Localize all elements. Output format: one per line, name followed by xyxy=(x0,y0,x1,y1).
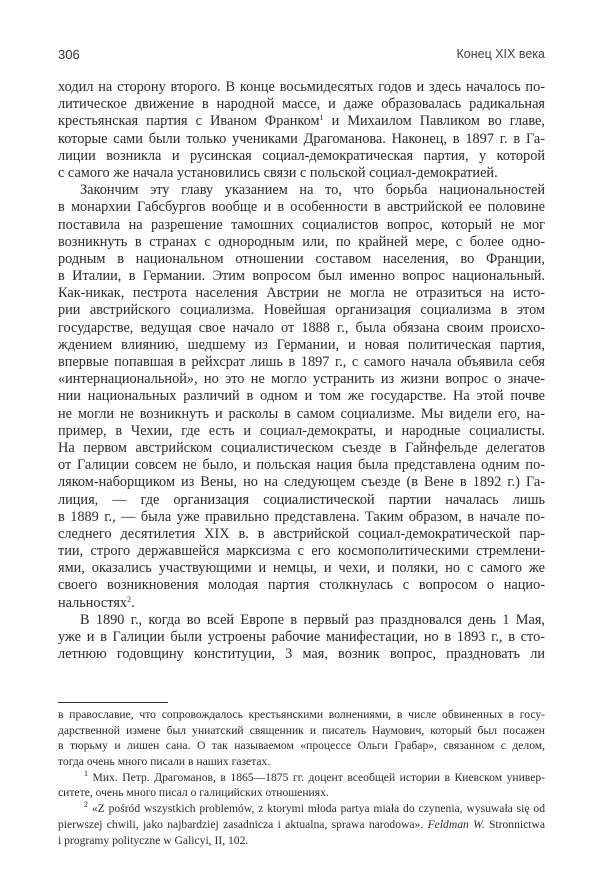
text-line: в монархии Габсбургов вообще и в особенности в австрийской ее половине xyxy=(58,199,545,216)
text-line: в 1889 г., — была уже правильно представлена. Таким образом, в начале по- xyxy=(58,508,545,525)
footnote-text: «Z pośród wszystkich problemów, z ktorymi młoda partya miała do czynenia, wysuwała się od xyxy=(91,802,545,816)
footnote-text: Мих. Петр. Драгоманов, в 1865—1875 гг. доцент всеобщей истории в Киевском универ- xyxy=(92,770,545,784)
text-line: тии, строго державшейся марксизма с его космополитическими стремлени- xyxy=(58,543,545,560)
text-line: лиция, — где организация социалистической партии началась лишь xyxy=(58,491,545,508)
footnote-line: в тюрьму и лишен сана. О так называемом «процессе Ольги Грабар», связанном с делом, xyxy=(58,739,545,753)
text-line: родным в национальном отношении составом населения, во Франции, xyxy=(58,250,545,267)
text-line: Закончим эту главу указанием на то, что борьба национальностей xyxy=(80,182,545,199)
text-line: летнюю годовщину конституции, 3 мая, возник вопрос, праздновать ли xyxy=(58,646,545,663)
footnote-line: тогда очень много писали в наших газетах. xyxy=(58,755,271,769)
text-line: государстве, ведущая свое начало от 1888 г., была обязана своим происхо- xyxy=(58,319,545,336)
text-line: «интернациональной», но это не могло устранить из жизни вопрос о значе- xyxy=(58,371,545,388)
text-line: Как-никак, пестрота населения Австрии не могла не отразиться на исто- xyxy=(58,285,545,302)
text-line: уже и в Галиции были устроены рабочие манифестации, но в 1893 г., в сто- xyxy=(58,629,545,645)
text-line: В 1890 г., когда во всей Европе в первый раз праздновался день 1 Мая, xyxy=(80,611,545,628)
text-line: На первом австрийском социалистическом съезде в Гайнфельде делегатов xyxy=(58,439,545,456)
footnote-line xyxy=(58,817,545,833)
text-line: ждением влиянию, шедшему из Германии, и новая политическая партия, xyxy=(58,336,545,353)
running-head: Конец XIX века xyxy=(456,47,545,61)
text-line: которые сами были только учениками Драгоманова. Наконец, в 1897 г. в Га- xyxy=(58,130,545,147)
text-line: лиции возникла и русинская социал-демократическая партия, у которой xyxy=(58,147,545,164)
footnote-ref: 2 xyxy=(127,594,132,604)
footnote-ref: 1 xyxy=(319,113,324,123)
text-line: нии национальных различий в одном и том же государстве. На этой почве xyxy=(58,388,545,405)
footnote-author: Feldman W. xyxy=(427,817,485,831)
text-line xyxy=(58,113,545,130)
footnote-line: i programy polityczne w Galicyi, II, 102. xyxy=(58,833,249,847)
text-line: возникнуть в странах с однородным или, по крайней мере, с более одно- xyxy=(58,233,545,250)
text-line: поставила на разрешение тамошних социалистов вопрос, который не мог xyxy=(58,216,545,233)
text-line: впервые попавшая в рейхсрат лишь в 1897 г., с самого начала объявила себя xyxy=(58,354,545,370)
text-segment: крестьянская партия с Иваном Франком xyxy=(58,113,320,130)
footnote-text: pierwszej chwili, jako najbardziej zasadnicza i aktualna, sprawa narodowa». xyxy=(58,817,424,831)
text-line: своего возникновения молодая партия столкнулась с вопросом о нацио- xyxy=(58,577,545,594)
footnote-1 xyxy=(58,770,545,786)
text-line: ляком-наборщиком из Вены, но на следующем съезде (в Вене в 1892 г.) Га- xyxy=(58,474,545,491)
footnote-line: ситете, очень много писал о галицийских отношениях. xyxy=(58,786,329,800)
text-line: не могли не возникнуть и расколы в самом социализме. Мы видели его, на- xyxy=(58,405,545,422)
text-line: ями, оказались участвующими и немцы, и чехи, и поляки, но с самого же xyxy=(58,560,545,577)
text-line: следнего десятилетия XIX в. в австрийской социал-демократической пар- xyxy=(58,525,545,542)
main-text xyxy=(58,79,545,663)
footnote-separator xyxy=(58,702,168,703)
text-line: с самого же начала установились связи с польской социал-демократией. xyxy=(58,164,498,181)
text-segment: и Михаилом Павликом во главе, xyxy=(323,113,545,130)
text-segment: нальностях xyxy=(58,594,128,611)
text-line: нальностях$^2$. xyxy=(58,594,135,611)
text-line: ходил на сторону второго. В конце восьмидесятых годов и здесь началось по- xyxy=(58,79,545,95)
footnote-line: в православие, что сопровождалось крестьянскими волнениями, в числе обвиненных в госу- xyxy=(58,708,545,721)
text-line: пример, в Чехии, где есть и социал-демократы, и народные социалисты. xyxy=(58,422,545,439)
text-line: литическое движение в народной массе, и даже образовалась радикальная xyxy=(58,96,545,113)
footnote-number: 2 xyxy=(84,800,88,810)
footnote-number: 1 xyxy=(84,768,88,778)
footnote-line: дарственной измене был униатский священник и писатель Наумович, который был посажен xyxy=(58,723,545,737)
footnote-2 xyxy=(58,801,545,817)
text-line: рии австрийского социализма. Новейшая организация социализма в этом xyxy=(58,302,545,319)
page-number: 306 xyxy=(58,47,80,62)
text-line: от Галиции совсем не было, и польская нация была представлена одним по- xyxy=(58,457,545,474)
footnote-text: Stronnictwa xyxy=(484,817,545,831)
footnotes xyxy=(58,707,545,848)
text-line: в Италии, в Германии. Этим вопросом был именно вопрос национальный. xyxy=(58,268,545,285)
